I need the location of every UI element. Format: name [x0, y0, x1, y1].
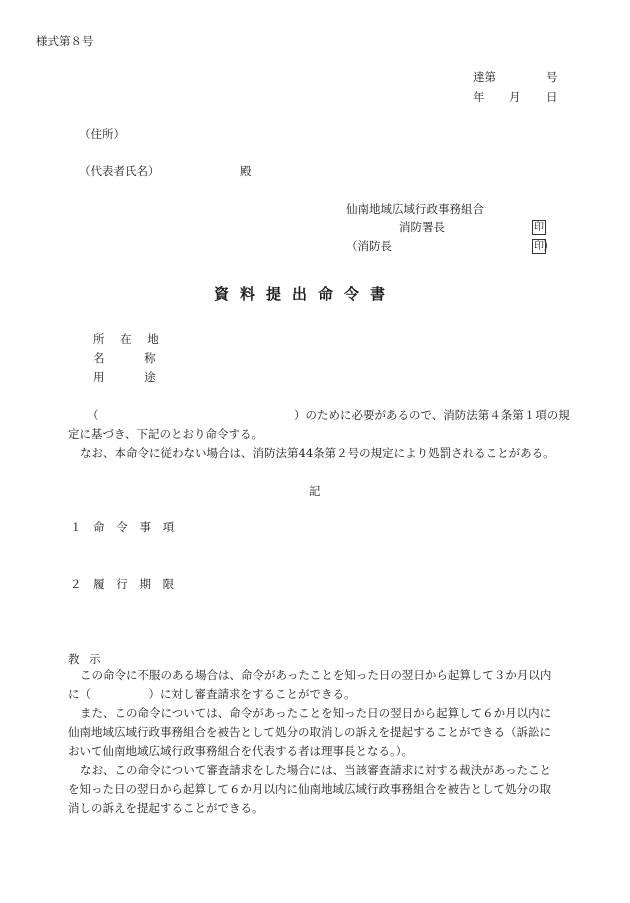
doc-number-suffix: 号 — [546, 70, 558, 84]
notice-line: なお、この命令について審査請求をした場合には、当該審査請求に対する裁決があったこと — [80, 763, 552, 777]
seal-mark: 印 — [534, 222, 544, 233]
seal-mark-2: 印 — [534, 241, 544, 252]
body-line-3: なお、本命令に従わない場合は、消防法第44条第２号の規定により処罰されることがある。 — [80, 446, 555, 460]
notice-line: おいて仙南地域広域行政事務組合を代表する者は理事長となる。）。 — [68, 744, 413, 758]
item-order-matters: １ 命 令 事 項 — [70, 520, 175, 534]
doc-number-prefix: 達第 — [473, 70, 496, 84]
representative-label: （代表者氏名） — [79, 164, 160, 178]
notice-line: また、この命令については、命令があったことを知った日の翌日から起算して６か月以内に — [80, 706, 552, 720]
property-name-label: 名 称 — [93, 351, 156, 365]
date-day: 日 — [546, 90, 558, 104]
address-label: （住所） — [79, 127, 125, 141]
property-use-label: 用 途 — [93, 370, 156, 384]
issuer-title-fire-chief: （消防長 — [346, 239, 392, 253]
document-title: 資料提出命令書 — [214, 285, 397, 303]
date-month: 月 — [509, 90, 521, 104]
form-number: 様式第８号 — [36, 34, 94, 48]
issuer-org: 仙南地域広域行政事務組合 — [346, 202, 484, 216]
honorific: 殿 — [240, 164, 252, 178]
property-location-label: 所 在 地 — [93, 332, 165, 346]
date-year: 年 — [473, 90, 485, 104]
notice-heading: 教 示 — [68, 652, 101, 666]
notice-line: 仙南地域広域行政事務組合を被告として処分の取消しの訴えを提起することができる（訴訟に — [68, 725, 551, 739]
ki-marker: 記 — [309, 484, 321, 498]
notice-body — [68, 666, 608, 818]
notice-line: を知った日の翌日から起算して６か月以内に仙南地域広域行政事務組合を被告として処分の取 — [68, 782, 551, 796]
body-line-2: 定に基づき、下記のとおり命令する。 — [68, 427, 264, 441]
body-line-1: ）のために必要があるので、消防法第４条第１項の規 — [294, 408, 570, 422]
notice-line: この命令に不服のある場合は、命令があったことを知った日の翌日から起算して３か月以内 — [80, 668, 552, 682]
issuer-title-fire-station-chief: 消防署長 — [399, 220, 445, 234]
issuer-close-paren: ） — [543, 239, 555, 253]
notice-line: に（ ）に対し審査請求をすることができる。 — [68, 687, 356, 701]
body-open-paren: （ — [87, 408, 99, 422]
notice-line: 消しの訴えを提起することができる。 — [68, 801, 264, 815]
item-deadline: ２ 履 行 期 限 — [70, 577, 175, 591]
